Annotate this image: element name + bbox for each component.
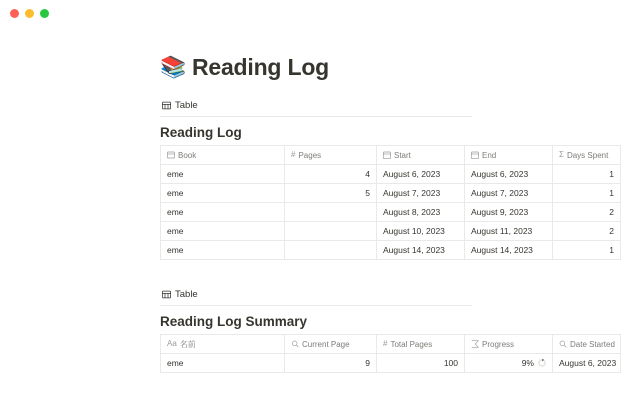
cell-pages[interactable] xyxy=(285,203,377,222)
tab-table-label: Table xyxy=(175,289,198,300)
cell-pages[interactable]: 4 xyxy=(285,165,377,184)
table-header-row xyxy=(161,335,621,354)
traffic-lights xyxy=(10,9,49,18)
page-title-text: Reading Log xyxy=(191,54,330,80)
number-icon: # xyxy=(383,339,388,348)
column-header-date-started[interactable] xyxy=(553,335,621,354)
column-header-progress[interactable] xyxy=(465,335,553,354)
column-header-end-label: End xyxy=(482,150,497,160)
column-header-days-spent-label: Days Spent xyxy=(566,150,609,160)
book-stack-icon: 📚 xyxy=(160,56,186,79)
table-row[interactable] xyxy=(161,184,621,203)
title-icon: Aa xyxy=(167,339,177,348)
cell-start[interactable]: August 6, 2023 xyxy=(377,165,465,184)
reading-log-table xyxy=(160,145,621,260)
column-header-progress-label: Progress xyxy=(482,339,515,349)
number-icon: # xyxy=(291,150,296,159)
page-title xyxy=(160,54,640,81)
progress-donut-icon xyxy=(538,359,546,367)
formula-icon: Σ xyxy=(559,150,564,159)
window-titlebar xyxy=(0,0,640,26)
progress-value: 9% xyxy=(521,358,534,368)
cell-days-spent: 1 xyxy=(553,241,621,260)
view-tab-bar xyxy=(160,99,472,117)
column-header-start[interactable] xyxy=(377,146,465,165)
page-content xyxy=(0,26,640,373)
table-row[interactable] xyxy=(161,222,621,241)
table-row[interactable] xyxy=(161,165,621,184)
database-block-reading-log xyxy=(160,99,640,260)
cell-book[interactable]: eme xyxy=(161,165,285,184)
database-block-reading-log-summary xyxy=(160,288,640,373)
cell-start[interactable]: August 10, 2023 xyxy=(377,222,465,241)
tab-table[interactable] xyxy=(160,288,200,301)
column-header-book[interactable] xyxy=(161,146,285,165)
cell-days-spent: 2 xyxy=(553,203,621,222)
cell-days-spent: 1 xyxy=(553,184,621,203)
table-icon xyxy=(162,101,171,110)
block-spacer xyxy=(160,266,640,288)
table-row[interactable] xyxy=(161,203,621,222)
cell-end[interactable]: August 11, 2023 xyxy=(465,222,553,241)
column-header-name[interactable] xyxy=(161,335,285,354)
cell-end[interactable]: August 6, 2023 xyxy=(465,165,553,184)
database-title: Reading Log Summary xyxy=(160,314,308,329)
table-icon xyxy=(162,290,171,299)
tab-table-label: Table xyxy=(175,100,198,111)
column-header-current-page[interactable] xyxy=(285,335,377,354)
cell-book[interactable]: eme xyxy=(161,203,285,222)
cell-start[interactable]: August 14, 2023 xyxy=(377,241,465,260)
cell-date-started: August 6, 2023 xyxy=(553,354,621,373)
table-row[interactable] xyxy=(161,241,621,260)
cell-book[interactable]: eme xyxy=(161,222,285,241)
tab-table[interactable] xyxy=(160,99,200,112)
cell-pages[interactable] xyxy=(285,222,377,241)
cell-pages[interactable] xyxy=(285,241,377,260)
cell-start[interactable]: August 8, 2023 xyxy=(377,203,465,222)
cell-book[interactable]: eme xyxy=(161,184,285,203)
maximize-window-button[interactable] xyxy=(40,9,49,18)
reading-log-summary-table xyxy=(160,334,621,373)
column-header-total-pages[interactable] xyxy=(377,335,465,354)
formula-icon xyxy=(471,340,479,348)
cell-days-spent: 2 xyxy=(553,222,621,241)
column-header-end[interactable] xyxy=(465,146,553,165)
date-icon xyxy=(471,151,479,159)
cell-book[interactable]: eme xyxy=(161,241,285,260)
column-header-start-label: Start xyxy=(394,150,411,160)
column-header-date-started-label: Date Started xyxy=(570,339,615,349)
minimize-window-button[interactable] xyxy=(25,9,34,18)
cell-end[interactable]: August 14, 2023 xyxy=(465,241,553,260)
title-icon xyxy=(167,151,175,159)
cell-pages[interactable]: 5 xyxy=(285,184,377,203)
cell-start[interactable]: August 7, 2023 xyxy=(377,184,465,203)
column-header-days-spent[interactable] xyxy=(553,146,621,165)
cell-current-page[interactable]: 9 xyxy=(285,354,377,373)
cell-end[interactable]: August 7, 2023 xyxy=(465,184,553,203)
column-header-total-pages-label: Total Pages xyxy=(390,339,433,349)
cell-total-pages[interactable]: 100 xyxy=(377,354,465,373)
column-header-book-label: Book xyxy=(178,150,197,160)
table-row[interactable] xyxy=(161,354,621,373)
column-header-pages[interactable] xyxy=(285,146,377,165)
cell-progress xyxy=(465,354,553,373)
table-header-row xyxy=(161,146,621,165)
cell-name[interactable]: eme xyxy=(161,354,285,373)
cell-end[interactable]: August 9, 2023 xyxy=(465,203,553,222)
column-header-current-page-label: Current Page xyxy=(302,339,350,349)
number-icon xyxy=(291,340,299,348)
search-icon xyxy=(559,340,567,348)
column-header-pages-label: Pages xyxy=(298,150,322,160)
date-icon xyxy=(383,151,391,159)
close-window-button[interactable] xyxy=(10,9,19,18)
cell-days-spent: 1 xyxy=(553,165,621,184)
view-tab-bar xyxy=(160,288,472,306)
database-title: Reading Log xyxy=(160,125,242,140)
column-header-name-label: 名前 xyxy=(179,339,196,349)
